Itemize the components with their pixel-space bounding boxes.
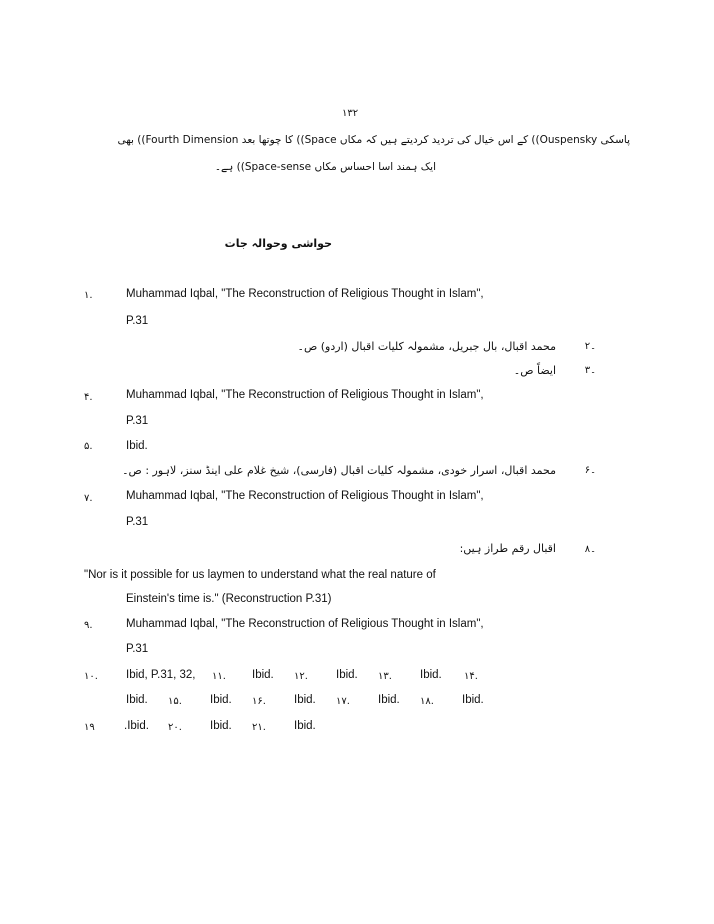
note-number: ۲۱.: [252, 722, 266, 733]
note-text-urdu: اقبال رقم طراز ہیں:: [459, 542, 556, 555]
body-line-2: ایک ہمند اسا احساس مکاں Space-sense)) ہے۔: [214, 161, 436, 173]
note-text: Ibid.: [126, 440, 148, 452]
note-text-urdu: ایضاً ص۔: [513, 364, 556, 377]
quote-line-cont: Einstein's time is." (Reconstruction P.31): [126, 593, 332, 605]
note-number: ۱۶.: [252, 696, 266, 707]
note-text-urdu: محمد اقبال، بال جبریل، مشمولہ کلیات اقبال (اردو) ص۔: [297, 340, 556, 353]
page-number: ۱۳۲: [342, 108, 359, 119]
note-text: Ibid.: [336, 669, 358, 681]
note-number: ۷.: [84, 493, 93, 504]
note-number: ۱۸.: [420, 696, 434, 707]
note-text: .Ibid.: [124, 720, 149, 732]
note-text-urdu: محمد اقبال، اسرار خودی، مشمولہ کلیات اقبال (فارسی)، شیخ غلام علی اینڈ سنز، لاہور : ص۔: [122, 464, 556, 477]
note-text: Muhammad Iqbal, "The Reconstruction of Religious Thought in Islam",: [126, 288, 484, 300]
note-number: ۱۷.: [336, 696, 350, 707]
note-text: Ibid.: [294, 694, 316, 706]
note-number: ۱۰.: [84, 671, 98, 682]
note-text: Muhammad Iqbal, "The Reconstruction of Religious Thought in Islam",: [126, 490, 484, 502]
note-number: ۶۔: [584, 465, 596, 476]
note-text: Muhammad Iqbal, "The Reconstruction of Religious Thought in Islam",: [126, 389, 484, 401]
note-number: ۹.: [84, 620, 93, 631]
quote-line: "Nor is it possible for us laymen to understand what the real nature of: [84, 569, 436, 581]
note-text: Ibid.: [252, 669, 274, 681]
note-number: ۲۔: [584, 341, 596, 352]
note-number: ۱۳.: [378, 671, 392, 682]
note-number: ۵.: [84, 441, 93, 452]
note-text: Ibid.: [420, 669, 442, 681]
note-number: ۱.: [84, 290, 93, 301]
note-text-cont: P.31: [126, 315, 149, 327]
note-text: Ibid.: [378, 694, 400, 706]
note-number: ۱۹: [84, 722, 95, 733]
note-number: ۴.: [84, 392, 93, 403]
note-number: ۱۱.: [212, 671, 226, 682]
note-text: Ibid.: [210, 694, 232, 706]
note-text: Ibid.: [462, 694, 484, 706]
note-number: ۱۴.: [464, 671, 478, 682]
note-number: ۳۔: [584, 365, 596, 376]
note-number: ۲۰.: [168, 722, 182, 733]
note-text: Ibid.: [294, 720, 316, 732]
note-text: Muhammad Iqbal, "The Reconstruction of Religious Thought in Islam",: [126, 618, 484, 630]
notes-heading: حواشی وحوالہ جات: [224, 237, 332, 250]
note-text: Ibid, P.31, 32,: [126, 669, 196, 681]
note-text: Ibid.: [126, 694, 148, 706]
note-number: ۱۵.: [168, 696, 182, 707]
note-text-cont: P.31: [126, 516, 149, 528]
note-text-cont: P.31: [126, 415, 149, 427]
note-text: Ibid.: [210, 720, 232, 732]
note-number: ۸۔: [584, 544, 596, 555]
body-line-1: پاسکی Ouspensky)) کے اس خیال کی تردید کردیتے ہیں کہ مکاں Space)) کا چوتھا بعد Fourth Dimension)) بھی: [117, 134, 630, 146]
note-text-cont: P.31: [126, 643, 149, 655]
note-number: ۱۲.: [294, 671, 308, 682]
